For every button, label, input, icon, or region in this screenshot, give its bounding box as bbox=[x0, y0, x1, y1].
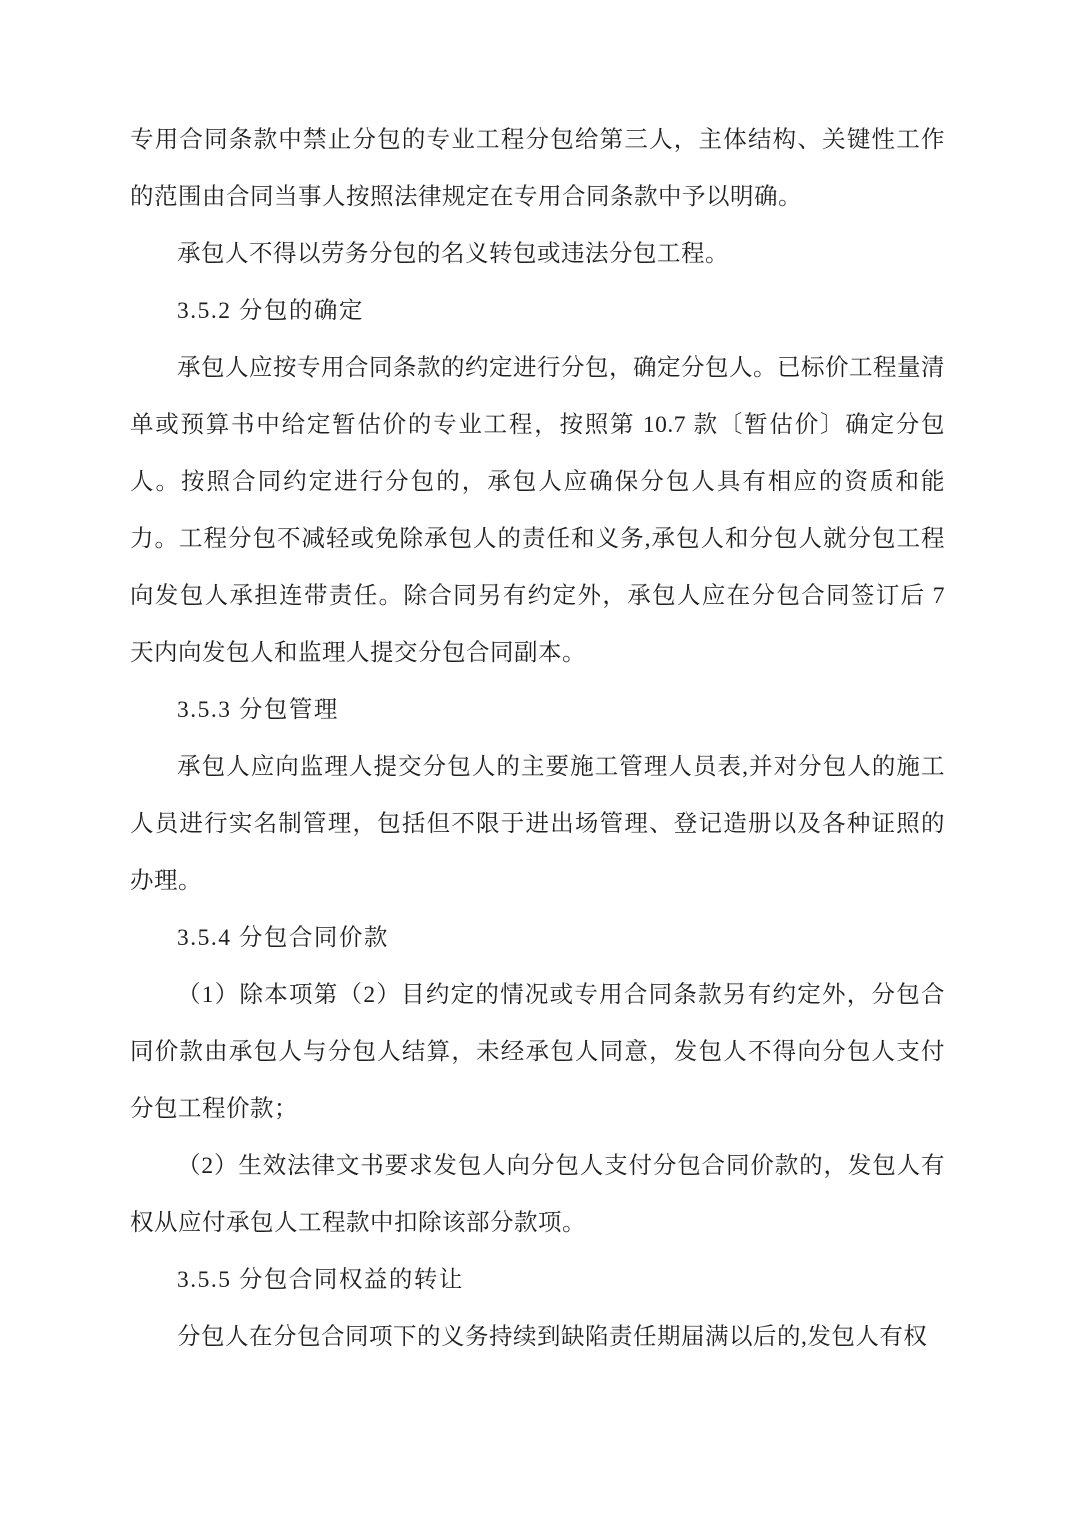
section-heading: 3.5.4 分包合同价款 bbox=[177, 925, 389, 951]
document-body bbox=[130, 112, 945, 1366]
paragraph: （1）除本项第（2）目约定的情况或专用合同条款另有约定外，分包合同价款由承包人与分包人结算，未经承包人同意，发包人不得向分包人支付分包工程价款； bbox=[130, 982, 945, 1122]
section-heading: 3.5.2 分包的确定 bbox=[177, 298, 364, 324]
section-heading: 3.5.3 分包管理 bbox=[177, 697, 339, 723]
paragraph: 承包人应按专用合同条款的约定进行分包，确定分包人。已标价工程量清单或预算书中给定暂估价的专业工程，按照第 10.7 款〔暂估价〕确定分包人。按照合同约定进行分包的，承包人应确保分包人具有相应的资质和能力。工程分包不减轻或免除承包人的责任和义务,承包人和分包人就分包工程向发包人承担连带责任。除合同另有约定外，承包人应在分包合同签订后 7 天内向发包人和监理人提交分包合同副本。 bbox=[130, 355, 945, 666]
paragraph: 承包人不得以劳务分包的名义转包或违法分包工程。 bbox=[177, 241, 729, 267]
paragraph: 专用合同条款中禁止分包的专业工程分包给第三人，主体结构、关键性工作的范围由合同当事人按照法律规定在专用合同条款中予以明确。 bbox=[130, 127, 945, 210]
paragraph: （2）生效法律文书要求发包人向分包人支付分包合同价款的，发包人有权从应付承包人工程款中扣除该部分款项。 bbox=[130, 1153, 945, 1236]
paragraph: 承包人应向监理人提交分包人的主要施工管理人员表,并对分包人的施工人员进行实名制管理，包括但不限于进出场管理、登记造册以及各种证照的办理。 bbox=[130, 754, 945, 894]
section-heading: 3.5.5 分包合同权益的转让 bbox=[177, 1267, 464, 1293]
paragraph: 分包人在分包合同项下的义务持续到缺陷责任期届满以后的,发包人有权 bbox=[177, 1324, 928, 1350]
